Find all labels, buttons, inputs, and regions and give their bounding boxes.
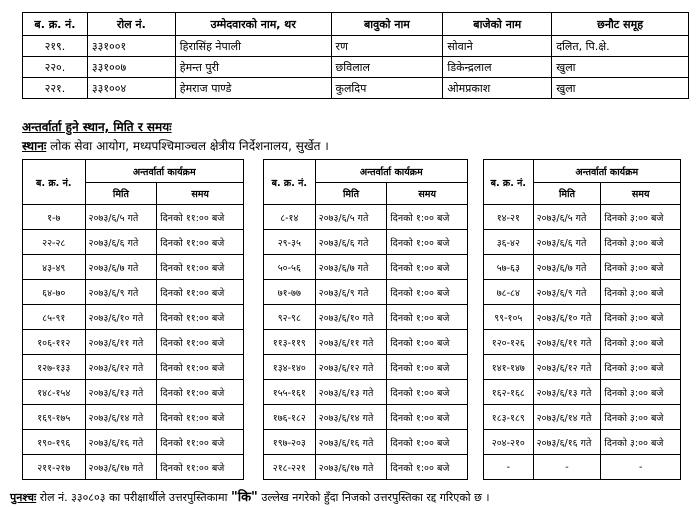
table-row [484, 405, 681, 430]
date-cell: २०७३/६/७ गते [315, 255, 387, 280]
time-cell: दिनको ३:०० बजे [601, 355, 681, 380]
header-serial: ब. क्र. नं. [23, 13, 88, 36]
table-row [484, 355, 681, 380]
date-cell: २०७३/६/११ गते [533, 330, 601, 355]
time-cell: दिनको १:०० बजे [387, 405, 468, 430]
date-cell: २०७३/६/१३ गते [533, 380, 601, 405]
date-cell: २०७३/६/१३ गते [315, 380, 387, 405]
table-row [264, 305, 468, 330]
serial-range-cell: १४८-१५४ [23, 380, 86, 405]
name-cell: हेमराज पाण्डे [175, 78, 331, 99]
time-cell: दिनको १:०० बजे [387, 330, 468, 355]
serial-range-cell: ८-१४ [264, 205, 316, 230]
serial-range-cell: - [484, 455, 534, 480]
time-cell: दिनको ११:०० बजे [157, 355, 244, 380]
father-cell: कुलदिप [331, 78, 443, 99]
serial-range-cell: ९९-१०५ [484, 305, 534, 330]
date-cell: २०७३/६/१० गते [533, 305, 601, 330]
roll-cell: ३३१००७ [87, 57, 175, 78]
header-roll: रोल नं. [87, 13, 175, 36]
footnote [10, 487, 490, 505]
time-cell: दिनको ११:०० बजे [157, 230, 244, 255]
header-time: समय [387, 183, 468, 205]
time-cell: दिनको १:०० बजे [387, 455, 468, 480]
time-cell: दिनको ३:०० बजे [601, 380, 681, 405]
serial-range-cell: २०४-२१० [484, 430, 534, 455]
header-selection-group: छनौट समूह [552, 13, 689, 36]
serial-range-cell: २९-३५ [264, 230, 316, 255]
venue-label: स्थानः [22, 139, 47, 153]
date-cell: २०७३/६/६ गते [315, 230, 387, 255]
time-cell: दिनको ११:०० बजे [157, 380, 244, 405]
date-cell: २०७३/६/६ गते [533, 230, 601, 255]
serial-range-cell: १९७-२०३ [264, 430, 316, 455]
serial-range-cell: १६९-१७५ [23, 405, 86, 430]
group-cell: खुला [552, 57, 689, 78]
date-cell: २०७३/६/७ गते [533, 255, 601, 280]
table-row [264, 455, 468, 480]
date-cell: २०७३/६/१६ गते [533, 430, 601, 455]
table-row [264, 380, 468, 405]
date-cell: २०७३/६/१६ गते [315, 430, 387, 455]
header-serial: ब. क्र. नं. [23, 160, 86, 205]
header-date: मिति [85, 183, 157, 205]
date-cell: २०७३/६/१० गते [315, 305, 387, 330]
time-cell: दिनको ११:०० बजे [157, 430, 244, 455]
serial-range-cell: ५७-६३ [484, 255, 534, 280]
table-row [23, 78, 689, 99]
time-cell: दिनको १:०० बजे [387, 380, 468, 405]
date-cell: २०७३/६/९ गते [315, 280, 387, 305]
table-row [23, 380, 244, 405]
serial-range-cell: ७१-७७ [264, 280, 316, 305]
serial-range-cell: ७८-८४ [484, 280, 534, 305]
header-date: मिति [533, 183, 601, 205]
serial-range-cell: ११३-११९ [264, 330, 316, 355]
table-row [484, 205, 681, 230]
venue-heading: अन्तर्वार्ता हुने स्थान, मिति र समयः [22, 120, 172, 134]
table-row [484, 255, 681, 280]
serial-cell: २१९. [23, 36, 88, 57]
serial-range-cell: १४१-१४७ [484, 355, 534, 380]
schedule-table-2 [263, 159, 468, 480]
time-cell: दिनको १:०० बजे [387, 280, 468, 305]
time-cell: दिनको ३:०० बजे [601, 430, 681, 455]
serial-range-cell: १२७-१३३ [23, 355, 86, 380]
time-cell: दिनको १:०० बजे [387, 205, 468, 230]
header-interview-program: अन्तर्वार्ता कार्यक्रम [315, 160, 467, 183]
schedule-header-row [264, 160, 468, 183]
table-row [484, 330, 681, 355]
date-cell: २०७३/६/१३ गते [85, 380, 157, 405]
time-cell: दिनको ११:०० बजे [157, 455, 244, 480]
schedule-header-row [23, 160, 244, 183]
date-cell: २०७३/६/१४ गते [533, 405, 601, 430]
time-cell: दिनको १:०० बजे [387, 305, 468, 330]
candidate-table [22, 12, 689, 99]
serial-range-cell: २१८-२२१ [264, 455, 316, 480]
schedule-table-1 [22, 159, 244, 480]
date-cell: - [533, 455, 601, 480]
roll-cell: ३३१००४ [87, 78, 175, 99]
header-candidate-name: उम्मेदवारको नाम, थर [175, 13, 331, 36]
serial-range-cell: ९२-९८ [264, 305, 316, 330]
table-row [23, 230, 244, 255]
date-cell: २०७३/६/१२ गते [533, 355, 601, 380]
serial-range-cell: १७६-१८२ [264, 405, 316, 430]
date-cell: २०७३/६/५ गते [85, 205, 157, 230]
table-row [23, 36, 689, 57]
table-row [23, 255, 244, 280]
time-cell: दिनको १:०० बजे [387, 230, 468, 255]
venue-text: लोक सेवा आयोग, मध्यपश्चिमाञ्चल क्षेत्रीय निर्देशनालय, सुर्खेत । [50, 139, 329, 153]
date-cell: २०७३/६/१२ गते [85, 355, 157, 380]
date-cell: २०७३/६/११ गते [85, 330, 157, 355]
header-father-name: बावुको नाम [331, 13, 443, 36]
group-cell: दलित, पि.क्षे. [552, 36, 689, 57]
serial-cell: २२०. [23, 57, 88, 78]
header-time: समय [157, 183, 244, 205]
table-row [23, 430, 244, 455]
header-time: समय [601, 183, 681, 205]
serial-range-cell: २११-२१७ [23, 455, 86, 480]
time-cell: दिनको १:०० बजे [387, 355, 468, 380]
serial-range-cell: ३६-४२ [484, 230, 534, 255]
table-row [23, 405, 244, 430]
date-cell: २०७३/६/१७ गते [85, 455, 157, 480]
roll-cell: ३३१००१ [87, 36, 175, 57]
time-cell: दिनको ११:०० बजे [157, 330, 244, 355]
footnote-text-before: रोल नं. ३३०८०३ का परीक्षार्थीले उत्तरपुस्तिकामा [39, 491, 228, 504]
header-serial: ब. क्र. नं. [264, 160, 316, 205]
footnote-quoted-term: "कि" [230, 490, 258, 505]
date-cell: २०७३/६/९ गते [85, 280, 157, 305]
date-cell: २०७३/६/१४ गते [85, 405, 157, 430]
serial-range-cell: १६२-१६८ [484, 380, 534, 405]
schedule-header-row [484, 160, 681, 183]
date-cell: २०७३/६/६ गते [85, 230, 157, 255]
time-cell: दिनको ११:०० बजे [157, 205, 244, 230]
name-cell: हेमन्त पुरी [175, 57, 331, 78]
table-row [484, 430, 681, 455]
serial-range-cell: ८५-९१ [23, 305, 86, 330]
time-cell: दिनको ११:०० बजे [157, 405, 244, 430]
table-row [264, 405, 468, 430]
schedule-table-3 [483, 159, 681, 480]
time-cell: दिनको ३:०० बजे [601, 205, 681, 230]
footnote-text-after: उल्लेख नगरेको हुँदा निजको उत्तरपुस्तिका रद्द गरिएको छ । [261, 491, 490, 504]
table-row [264, 280, 468, 305]
candidate-table-header [23, 13, 689, 36]
serial-range-cell: १८३-१८९ [484, 405, 534, 430]
table-row [264, 230, 468, 255]
table-row [23, 455, 244, 480]
date-cell: २०७३/६/१० गते [85, 305, 157, 330]
time-cell: - [601, 455, 681, 480]
time-cell: दिनको ३:०० बजे [601, 330, 681, 355]
table-row [264, 255, 468, 280]
serial-cell: २२१. [23, 78, 88, 99]
group-cell: खुला [552, 78, 689, 99]
time-cell: दिनको ११:०० बजे [157, 305, 244, 330]
table-row [264, 355, 468, 380]
header-interview-program: अन्तर्वार्ता कार्यक्रम [533, 160, 680, 183]
table-row [264, 205, 468, 230]
table-row [23, 57, 689, 78]
date-cell: २०७३/६/१२ गते [315, 355, 387, 380]
header-grandfather-name: बाजेको नाम [443, 13, 552, 36]
time-cell: दिनको ११:०० बजे [157, 280, 244, 305]
father-cell: रण [331, 36, 443, 57]
table-row [23, 205, 244, 230]
date-cell: २०७३/६/७ गते [85, 255, 157, 280]
table-row [23, 305, 244, 330]
serial-range-cell: १५५-१६१ [264, 380, 316, 405]
table-row [23, 280, 244, 305]
name-cell: हिरासिंह नेपाली [175, 36, 331, 57]
time-cell: दिनको ३:०० बजे [601, 255, 681, 280]
serial-range-cell: २२-२८ [23, 230, 86, 255]
serial-range-cell: १३४-१४० [264, 355, 316, 380]
serial-range-cell: १९०-१९६ [23, 430, 86, 455]
father-cell: छविलाल [331, 57, 443, 78]
table-row [484, 455, 681, 480]
table-row [484, 280, 681, 305]
serial-range-cell: ६४-७० [23, 280, 86, 305]
table-row [484, 305, 681, 330]
date-cell: २०७३/६/१६ गते [85, 430, 157, 455]
date-cell: २०७३/६/५ गते [533, 205, 601, 230]
time-cell: दिनको १:०० बजे [387, 430, 468, 455]
date-cell: २०७३/६/९ गते [533, 280, 601, 305]
serial-range-cell: ४३-४९ [23, 255, 86, 280]
footnote-label: पुनश्चः [10, 491, 37, 504]
serial-range-cell: १४-२१ [484, 205, 534, 230]
date-cell: २०७३/६/५ गते [315, 205, 387, 230]
grandfather-cell: ओमप्रकाश [443, 78, 552, 99]
table-row [23, 330, 244, 355]
serial-range-cell: १२०-१२६ [484, 330, 534, 355]
serial-range-cell: १०६-११२ [23, 330, 86, 355]
date-cell: २०७३/६/१४ गते [315, 405, 387, 430]
table-row [264, 430, 468, 455]
time-cell: दिनको ३:०० बजे [601, 280, 681, 305]
time-cell: दिनको ३:०० बजे [601, 305, 681, 330]
date-cell: २०७३/६/११ गते [315, 330, 387, 355]
time-cell: दिनको ११:०० बजे [157, 255, 244, 280]
table-row [23, 355, 244, 380]
time-cell: दिनको ३:०० बजे [601, 405, 681, 430]
serial-range-cell: १-७ [23, 205, 86, 230]
grandfather-cell: डिकेन्द्रलाल [443, 57, 552, 78]
header-date: मिति [315, 183, 387, 205]
venue-line [22, 137, 329, 154]
time-cell: दिनको १:०० बजे [387, 255, 468, 280]
date-cell: २०७३/६/१७ गते [315, 455, 387, 480]
grandfather-cell: सोवाने [443, 36, 552, 57]
time-cell: दिनको ३:०० बजे [601, 230, 681, 255]
header-serial: ब. क्र. नं. [484, 160, 534, 205]
serial-range-cell: ५०-५६ [264, 255, 316, 280]
header-interview-program: अन्तर्वार्ता कार्यक्रम [85, 160, 243, 183]
table-row [264, 330, 468, 355]
table-row [484, 230, 681, 255]
table-row [484, 380, 681, 405]
